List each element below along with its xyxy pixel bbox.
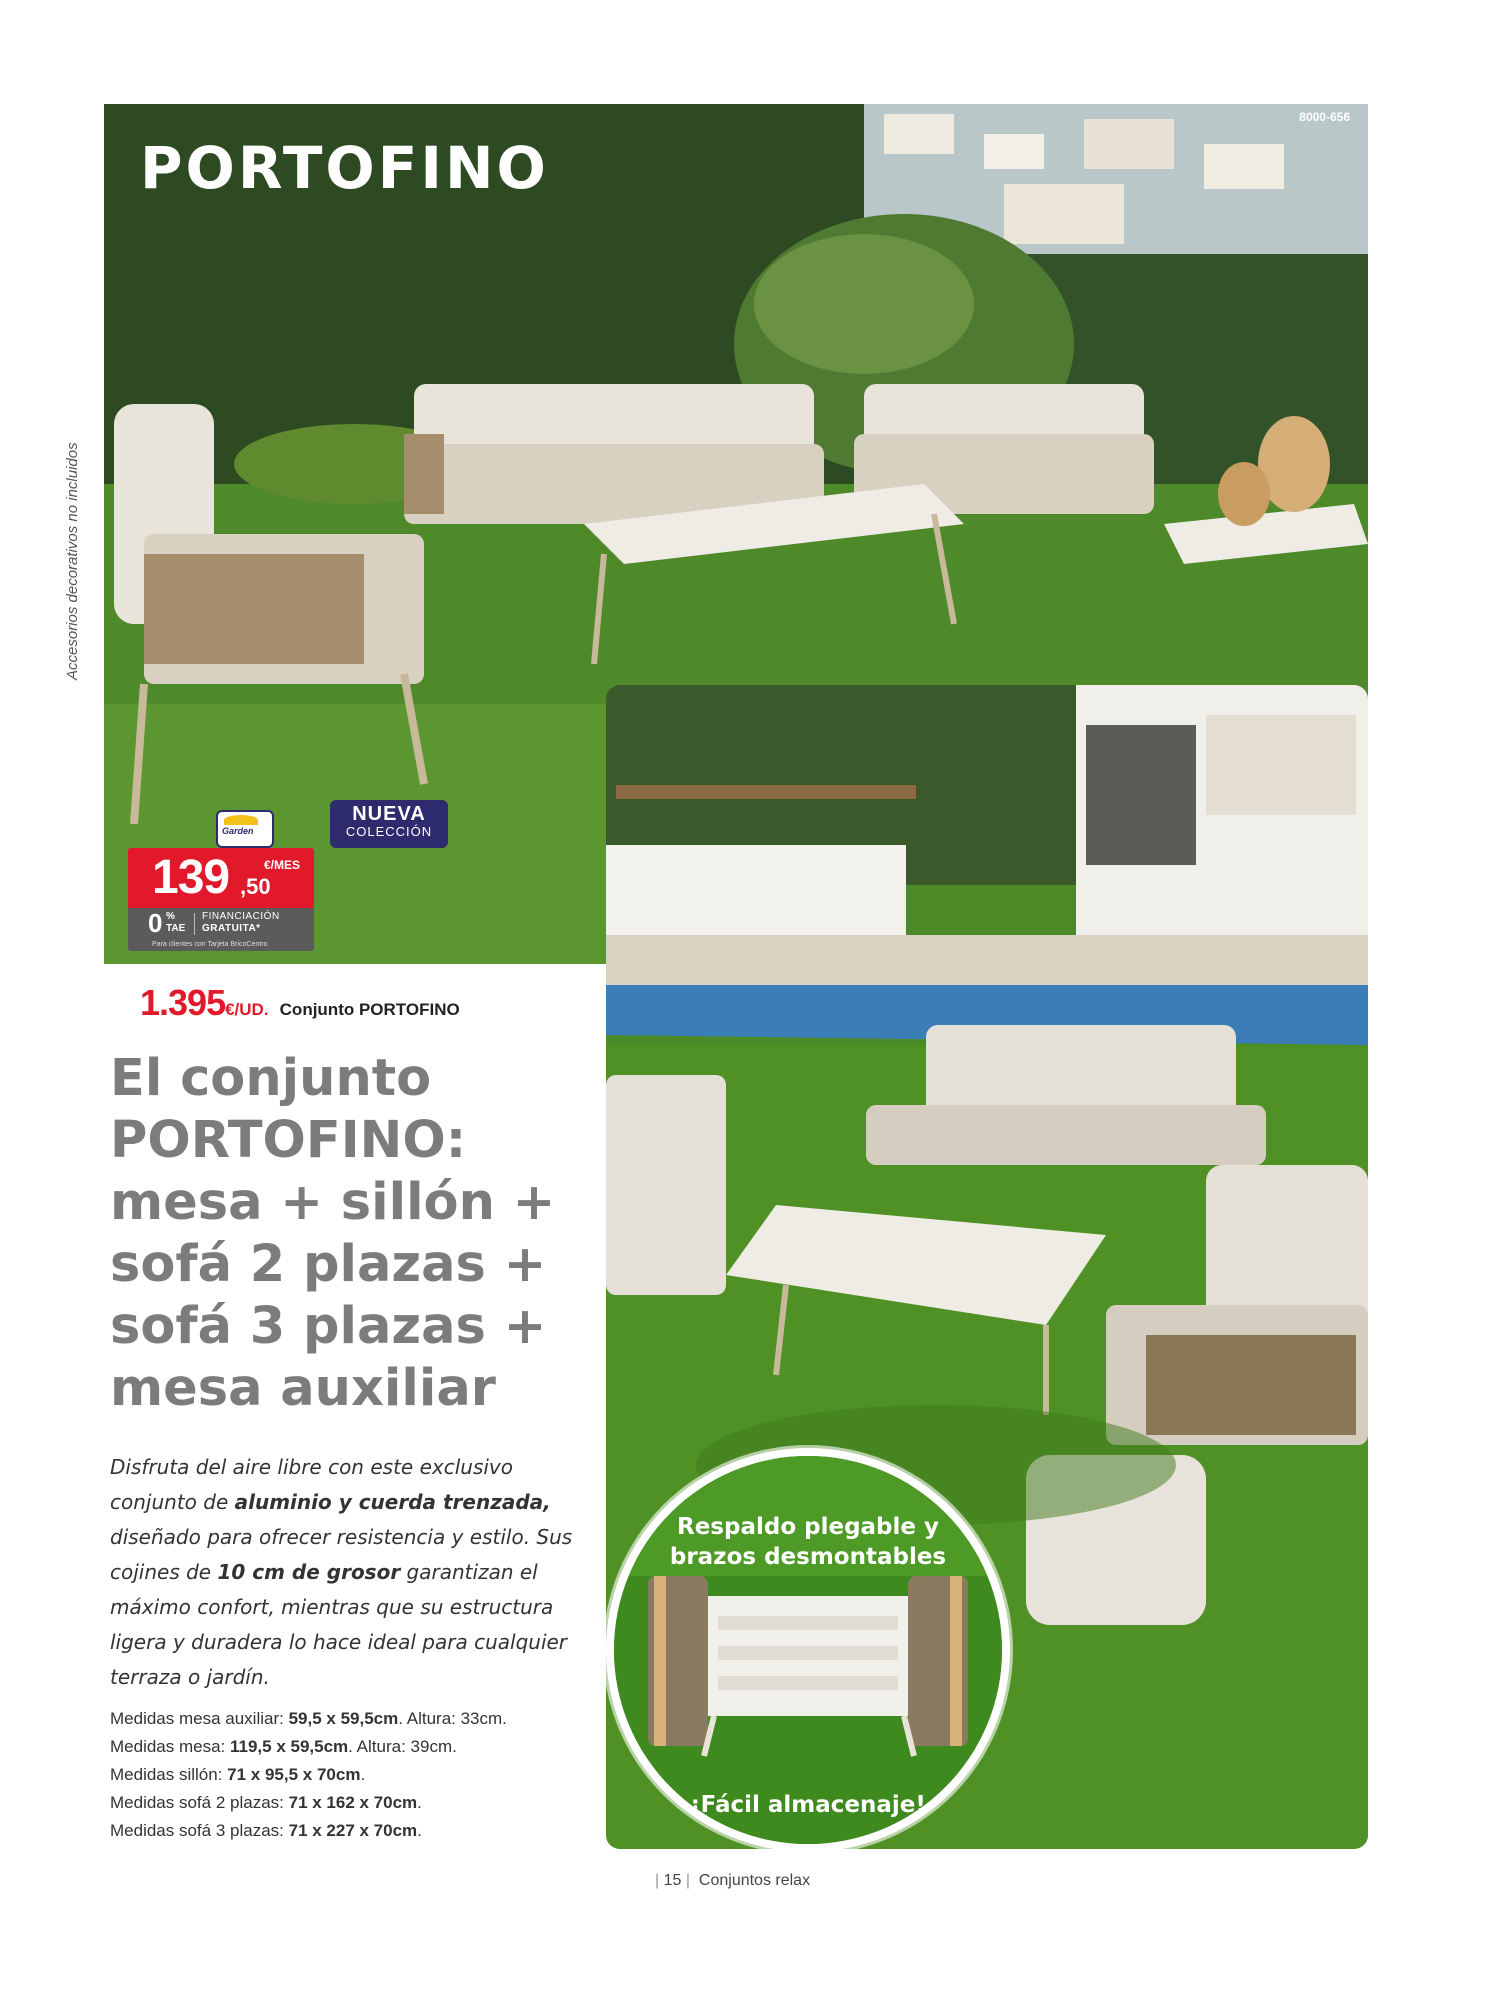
dimension-label: Medidas sofá 2 plazas: (110, 1793, 289, 1812)
monthly-price-unit: €/MES (264, 858, 301, 872)
storage-heading-line1: Respaldo plegable y (676, 1514, 940, 1540)
new-badge-line2: COLECCIÓN (345, 824, 433, 839)
headline-line: El conjunto (110, 1049, 432, 1108)
unit-price: 1.395 (140, 982, 226, 1023)
headline-line: sofá 2 plazas + (110, 1235, 547, 1294)
dimension-extra: . (417, 1821, 422, 1840)
page-number: 15 (663, 1872, 682, 1889)
garden-brand-logo (216, 810, 274, 848)
monthly-price-decimal: ,50 (240, 874, 271, 899)
dimension-value: 71 x 95,5 x 70cm (227, 1765, 361, 1784)
unit-price-suffix: €/UD. (225, 1000, 269, 1019)
dimension-row (110, 1789, 507, 1817)
reference-code: 8000-656 (1299, 110, 1350, 124)
leaf-icon (224, 815, 258, 825)
headline-line: sofá 3 plazas + (110, 1297, 547, 1356)
storage-heading-line2: brazos desmontables (669, 1544, 947, 1570)
financing-divider (194, 913, 195, 935)
headline (110, 1048, 590, 1420)
headline-line: mesa auxiliar (110, 1359, 496, 1418)
page-footer (655, 1872, 810, 1890)
tae-label: TAE (166, 923, 186, 934)
dimension-label: Medidas sofá 3 plazas: (110, 1821, 289, 1840)
collection-title: PORTOFINO (140, 134, 549, 202)
description-text: Disfruta del aire libre con este exclusivo conjunto de (110, 1455, 513, 1514)
financing-line1: FINANCIACIÓN (202, 911, 280, 922)
monthly-price-tag (128, 848, 314, 951)
description-text: garantizan el máximo confort, mientras que su estructura ligera y duradera lo hace ideal para cualquier terraza o jardín. (110, 1560, 568, 1689)
dimension-row (110, 1733, 507, 1761)
decor-disclaimer: Accesorios decorativos no incluidos (64, 442, 81, 680)
brand-name: Garden (222, 826, 254, 836)
headline-line: mesa + sillón + (110, 1173, 556, 1232)
description-text: diseñado para ofrecer resistencia y estilo. Sus cojines de (110, 1525, 573, 1584)
product-name: Conjunto PORTOFINO (279, 1000, 460, 1019)
dimension-extra: . Altura: 33cm. (398, 1709, 507, 1728)
tae-zero: 0 (148, 908, 163, 938)
description-bold: aluminio y cuerda trenzada, (234, 1490, 551, 1514)
dimension-row (110, 1705, 507, 1733)
new-badge-line1: NUEVA (352, 803, 426, 825)
monthly-price-box (128, 848, 314, 908)
dimension-value: 71 x 162 x 70cm (288, 1793, 418, 1812)
dimension-value: 119,5 x 59,5cm (230, 1737, 349, 1756)
dimension-value: 71 x 227 x 70cm (288, 1821, 418, 1840)
footer-divider: | (655, 1872, 660, 1889)
new-collection-badge (330, 800, 448, 848)
dimension-label: Medidas mesa: (110, 1737, 230, 1756)
dimension-extra: . (417, 1793, 422, 1812)
description-bold: 10 cm de grosor (217, 1560, 401, 1584)
unit-price-line (140, 982, 460, 1024)
dimension-extra: . Altura: 39cm. (348, 1737, 457, 1756)
dimension-extra: . (360, 1765, 366, 1784)
financing-line2: GRATUITA* (202, 923, 261, 934)
section-name: Conjuntos relax (698, 1872, 811, 1889)
monthly-price-integer: 139 (152, 851, 230, 904)
dimension-row (110, 1817, 507, 1845)
financing-box (128, 908, 314, 940)
footer-divider: | (685, 1872, 691, 1889)
storage-feature-image (614, 1456, 1002, 1844)
dimension-label: Medidas sillón: (110, 1765, 228, 1784)
headline-line: PORTOFINO: (110, 1111, 467, 1170)
product-description (110, 1450, 590, 1695)
dimension-value: 59,5 x 59,5cm (288, 1709, 399, 1728)
storage-feature-tagline: ¡Fácil almacenaje! (690, 1792, 926, 1818)
storage-feature-inset (606, 1448, 1010, 1852)
dimension-label: Medidas mesa auxiliar: (110, 1709, 289, 1728)
tae-percent: % (166, 911, 175, 922)
financing-note: Para clientes con Tarjeta BricoCentro (128, 940, 314, 951)
dimensions-list (110, 1705, 507, 1845)
storage-feature-heading (614, 1512, 1002, 1572)
dimension-row (110, 1761, 507, 1789)
